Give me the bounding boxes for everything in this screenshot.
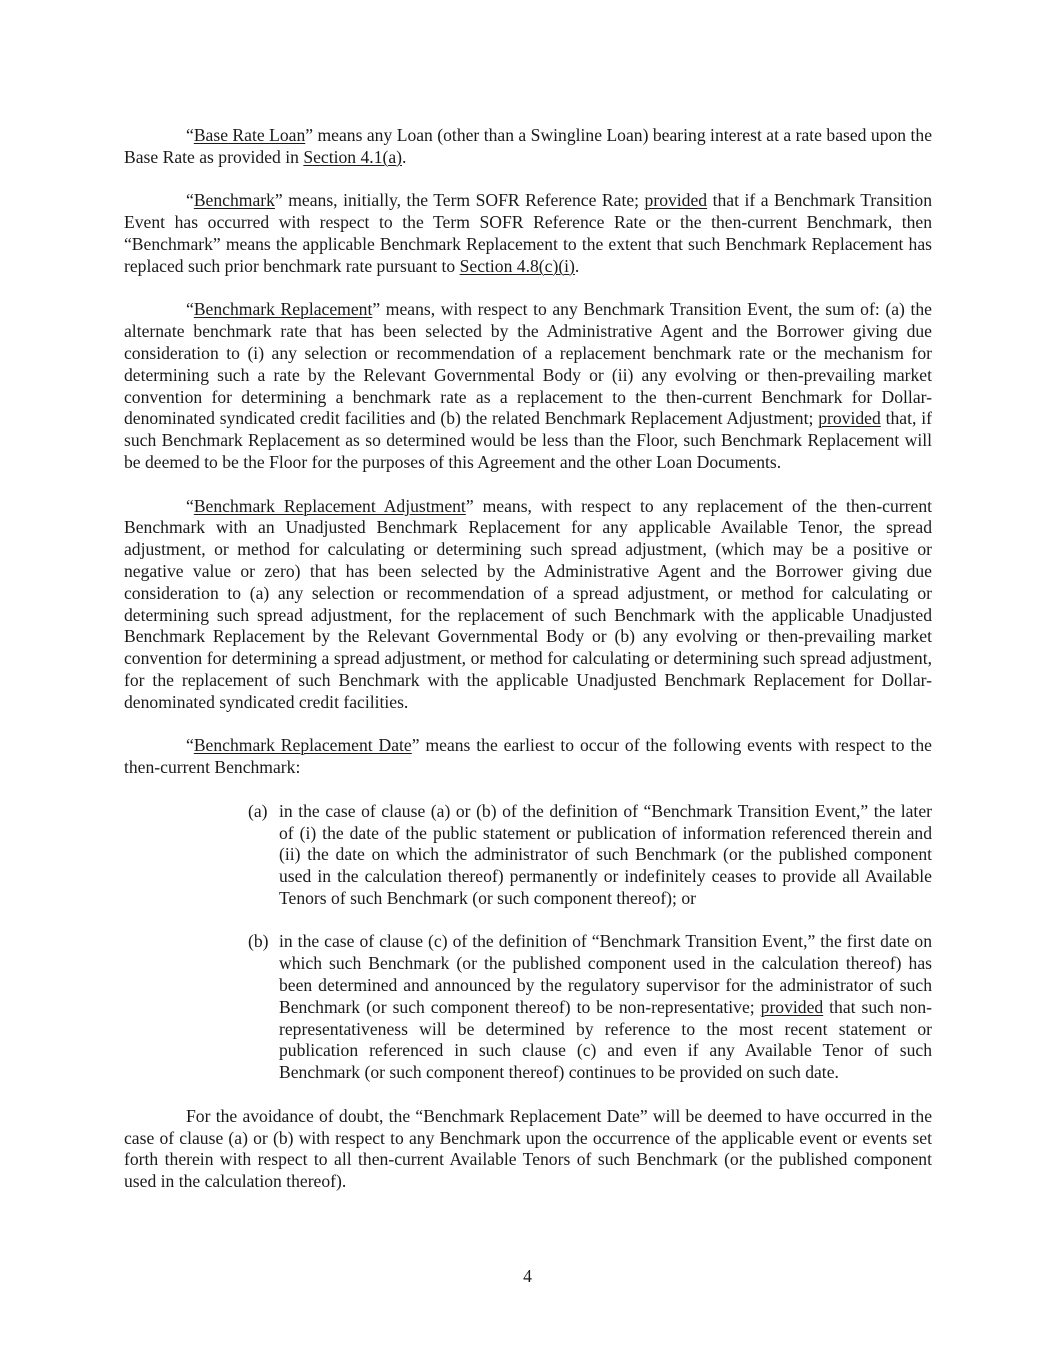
text-run: that if a Benchmark Transition Event has occurred with respect to the Term SOFR Reference Rate or the then-current Benchmark, then “Benchmark” means the applicable Benchmark Replacement to the extent that such Benchmark Replacement has replaced such prior benchmark rate pursuant to <box>124 190 933 276</box>
underlined-reference: Benchmark Replacement Date <box>193 735 412 756</box>
underlined-reference: Benchmark Replacement Adjustment <box>193 495 466 516</box>
page-number: 4 <box>523 1266 532 1286</box>
text-run: . <box>402 146 407 167</box>
text-run: in the case of clause (a) or (b) of the definition of “Benchmark Transition Event,” the later of (i) the date of the public statement or publication of information referenced therein and (ii) the date on which the administrator of such Benchmark (or the published component used in the calculation thereof) permanently or indefinitely ceases to provide all Available Tenors of such Benchmark (or such component thereof); or <box>279 800 932 908</box>
text-run: “ <box>186 735 194 756</box>
text-run: in the case of clause (c) of the definition of “Benchmark Transition Event,” the first date on which such Benchmark (or the published component used in the calculation thereof) has been determined and announced by the regulatory supervisor for the administrator of such Benchmark (or such component thereof) to be non-representative; <box>279 931 932 1017</box>
underlined-reference: provided <box>818 408 881 429</box>
text-run: ” means the earliest to occur of the following events with respect to the then-current Benchmark: <box>124 735 932 778</box>
replacement-date-events-list <box>124 801 932 1084</box>
document-page <box>124 125 932 1215</box>
closing-paragraph: For the avoidance of doubt, the “Benchmark Replacement Date” will be deemed to have occurred in the case of clause (a) or (b) with respect to any Benchmark upon the occurrence of the applicable event or events set forth therein with respect to all then-current Available Tenors of such Benchmark (or the published component used in the calculation thereof). <box>124 1105 932 1192</box>
text-run: “ <box>186 125 194 145</box>
underlined-reference: provided <box>644 190 708 211</box>
text-run: ” means, with respect to any Benchmark Transition Event, the sum of: (a) the alternate benchmark rate that has been selected by the Administrative Agent and the Borrower giving due consideration to (i) any selection or recommendation of a replacement benchmark rate or the mechanism for determining such a rate by the Relevant Governmental Body or (ii) any evolving or then-prevailing market convention for determining a benchmark rate as a replacement to the then-current Benchmark for Dollar-denominated syndicated credit facilities and (b) the related Benchmark Replacement Adjustment; <box>124 299 932 429</box>
underlined-reference: Section 4.1(a) <box>303 146 403 167</box>
definition-benchmark-replacement <box>124 299 932 473</box>
text-run: ” means, with respect to any replacement of the then-current Benchmark with an Unadjusted Benchmark Replacement for any applicable Available Tenor, the spread adjustment, or method for calculating or determining such spread adjustment, (which may be a positive or negative value or zero) that has been selected by the Administrative Agent and the Borrower giving due consideration to (a) any selection or recommendation of a spread adjustment, or method for calculating or determining such spread adjustment, for the replacement of such Benchmark with the applicable Unadjusted Benchmark Replacement by the Relevant Governmental Body or (b) any evolving or then-prevailing market convention for determining a spread adjustment, or method for calculating or determining such spread adjustment, for the replacement of such Benchmark with the applicable Unadjusted Benchmark Replacement for Dollar-denominated syndicated credit facilities. <box>124 495 933 712</box>
list-item <box>248 801 932 910</box>
list-item-text <box>279 931 932 1084</box>
underlined-reference: Section 4.8(c)(i) <box>459 255 575 276</box>
list-item <box>248 931 932 1084</box>
definitions-section <box>124 125 932 779</box>
text-run: that such non-representativeness will be determined by reference to the most recent statement or publication referenced in such clause (c) and even if any Available Tenor of such Benchmark (or such component thereof) continues to be provided on such date. <box>279 996 933 1083</box>
underlined-reference: Benchmark Replacement <box>193 299 373 320</box>
definition-base-rate-loan <box>124 125 932 169</box>
list-marker: (a) <box>248 800 268 821</box>
underlined-reference: Base Rate Loan <box>193 125 306 145</box>
text-run: that, if such Benchmark Replacement as so determined would be less than the Floor, such Benchmark Replacement will be deemed to be the Floor for the purposes of this Agreement and the other Loan Documents. <box>124 408 932 472</box>
definition-benchmark-replacement-date <box>124 735 932 779</box>
definition-benchmark <box>124 190 932 277</box>
text-run: . <box>574 255 580 276</box>
text-run: “ <box>186 495 194 516</box>
underlined-reference: Benchmark <box>193 190 275 211</box>
list-item-text <box>279 801 932 910</box>
text-run: ” means, initially, the Term SOFR Reference Rate; <box>274 190 645 211</box>
text-run: ” means any Loan (other than a Swingline Loan) bearing interest at a rate based upon the Base Rate as provided in <box>124 125 933 167</box>
definition-benchmark-replacement-adjustment <box>124 496 932 714</box>
text-run: “ <box>186 299 194 320</box>
list-marker: (b) <box>248 931 269 952</box>
underlined-reference: provided <box>760 996 824 1017</box>
text-run: “ <box>186 190 194 211</box>
